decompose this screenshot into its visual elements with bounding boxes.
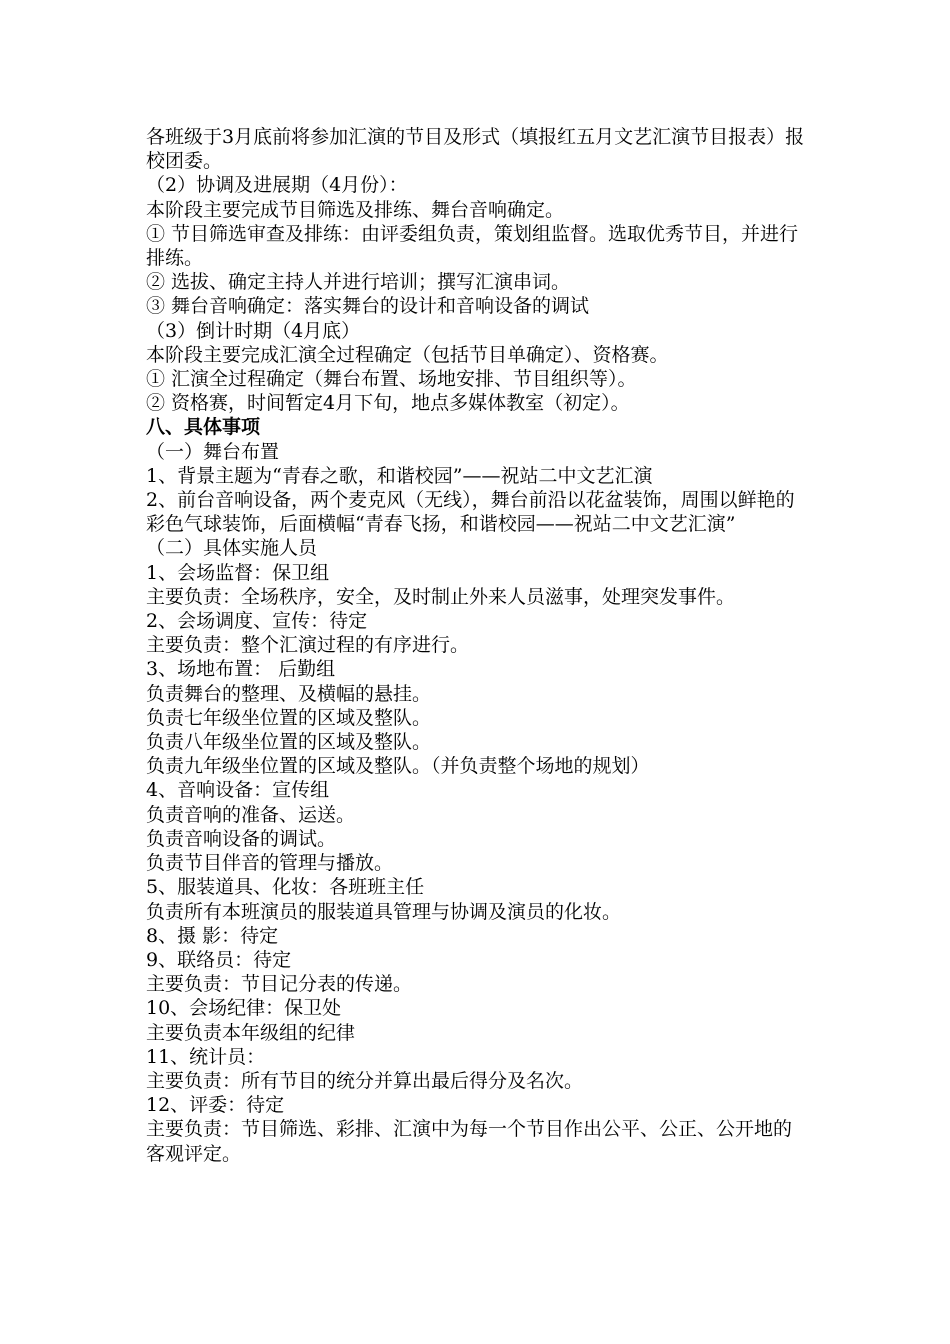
staff-8-title: 8、摄 影：待定 (146, 924, 279, 947)
staff-12-duty: 主要负责：节目筛选、彩排、汇演中为每一个节目作出公平、公正、公开地的客观评定。 (146, 1118, 793, 1165)
staff-1-title: 1、会场监督：保卫组 (146, 561, 330, 584)
document-body (146, 125, 810, 1166)
staff-9-duty: 主要负责：节目记分表的传递。 (146, 973, 413, 996)
subsection-staff: （二）具体实施人员 (146, 537, 318, 560)
staff-3-duty-1: 负责舞台的整理、及横幅的悬挂。 (146, 682, 432, 705)
phase-3-title: （3）倒计时期（4月底） (146, 319, 361, 342)
stage-item-2: 2、前台音响设备，两个麦克风（无线），舞台前沿以花盆装饰，周围以鲜艳的彩色气球装饰，后面横幅“青春飞扬，和谐校园——祝站二中文艺汇演” (146, 489, 795, 536)
phase-2-summary: 本阶段主要完成节目筛选及排练、舞台音响确定。 (146, 198, 565, 221)
phase-2-title: （2）协调及进展期（4月份）： (146, 174, 408, 197)
staff-4-duty-2: 负责音响设备的调试。 (146, 827, 337, 850)
staff-4-title: 4、音响设备：宣传组 (146, 779, 330, 802)
staff-11-title: 11、统计员： (146, 1045, 266, 1068)
staff-10-duty: 主要负责本年级组的纪律 (146, 1021, 356, 1044)
staff-3-duty-2: 负责七年级坐位置的区域及整队。 (146, 706, 432, 729)
staff-5-duty: 负责所有本班演员的服装道具管理与协调及演员的化妆。 (146, 900, 622, 923)
staff-3-duty-4: 负责九年级坐位置的区域及整队。（并负责整个场地的规划） (146, 755, 650, 778)
stage-item-1: 1、背景主题为“青春之歌，和谐校园”——祝站二中文艺汇演 (146, 464, 653, 487)
staff-2-duty: 主要负责：整个汇演过程的有序进行。 (146, 634, 470, 657)
phase-2-item-3: ③ 舞台音响确定：落实舞台的设计和音响设备的调试 (146, 295, 590, 318)
phase-3-item-2: ② 资格赛，时间暂定4月下旬，地点多媒体教室（初定）。 (146, 392, 630, 415)
staff-3-title: 3、场地布置： 后勤组 (146, 658, 336, 681)
staff-5-title: 5、服装道具、化妆：各班班主任 (146, 876, 425, 899)
section-heading-8: 八、具体事项 (146, 416, 261, 439)
staff-9-title: 9、联络员：待定 (146, 948, 292, 971)
paragraph-submission: 各班级于3月底前将参加汇演的节目及形式（填报红五月文艺汇演节目报表）报校团委。 (146, 126, 805, 173)
staff-4-duty-1: 负责音响的准备、运送。 (146, 803, 356, 826)
staff-2-title: 2、会场调度、宣传：待定 (146, 610, 368, 633)
staff-11-duty: 主要负责：所有节目的统分并算出最后得分及名次。 (146, 1069, 584, 1092)
phase-3-summary: 本阶段主要完成汇演全过程确定（包括节目单确定）、资格赛。 (146, 343, 669, 366)
staff-1-duty: 主要负责：全场秩序，安全，及时制止外来人员滋事，处理突发事件。 (146, 585, 736, 608)
phase-3-item-1: ① 汇演全过程确定（舞台布置、场地安排、节目组织等）。 (146, 368, 637, 391)
staff-12-title: 12、评委：待定 (146, 1094, 285, 1117)
staff-4-duty-3: 负责节目伴音的管理与播放。 (146, 852, 394, 875)
subsection-stage-layout: （一）舞台布置 (146, 440, 280, 463)
phase-2-item-1: ① 节目筛选审查及排练：由评委组负责，策划组监督。选取优秀节目，并进行排练。 (146, 222, 799, 270)
staff-10-title: 10、会场纪律：保卫处 (146, 997, 342, 1020)
phase-2-item-2: ② 选拔、确定主持人并进行培训；撰写汇演串词。 (146, 271, 571, 294)
staff-3-duty-3: 负责八年级坐位置的区域及整队。 (146, 731, 432, 754)
